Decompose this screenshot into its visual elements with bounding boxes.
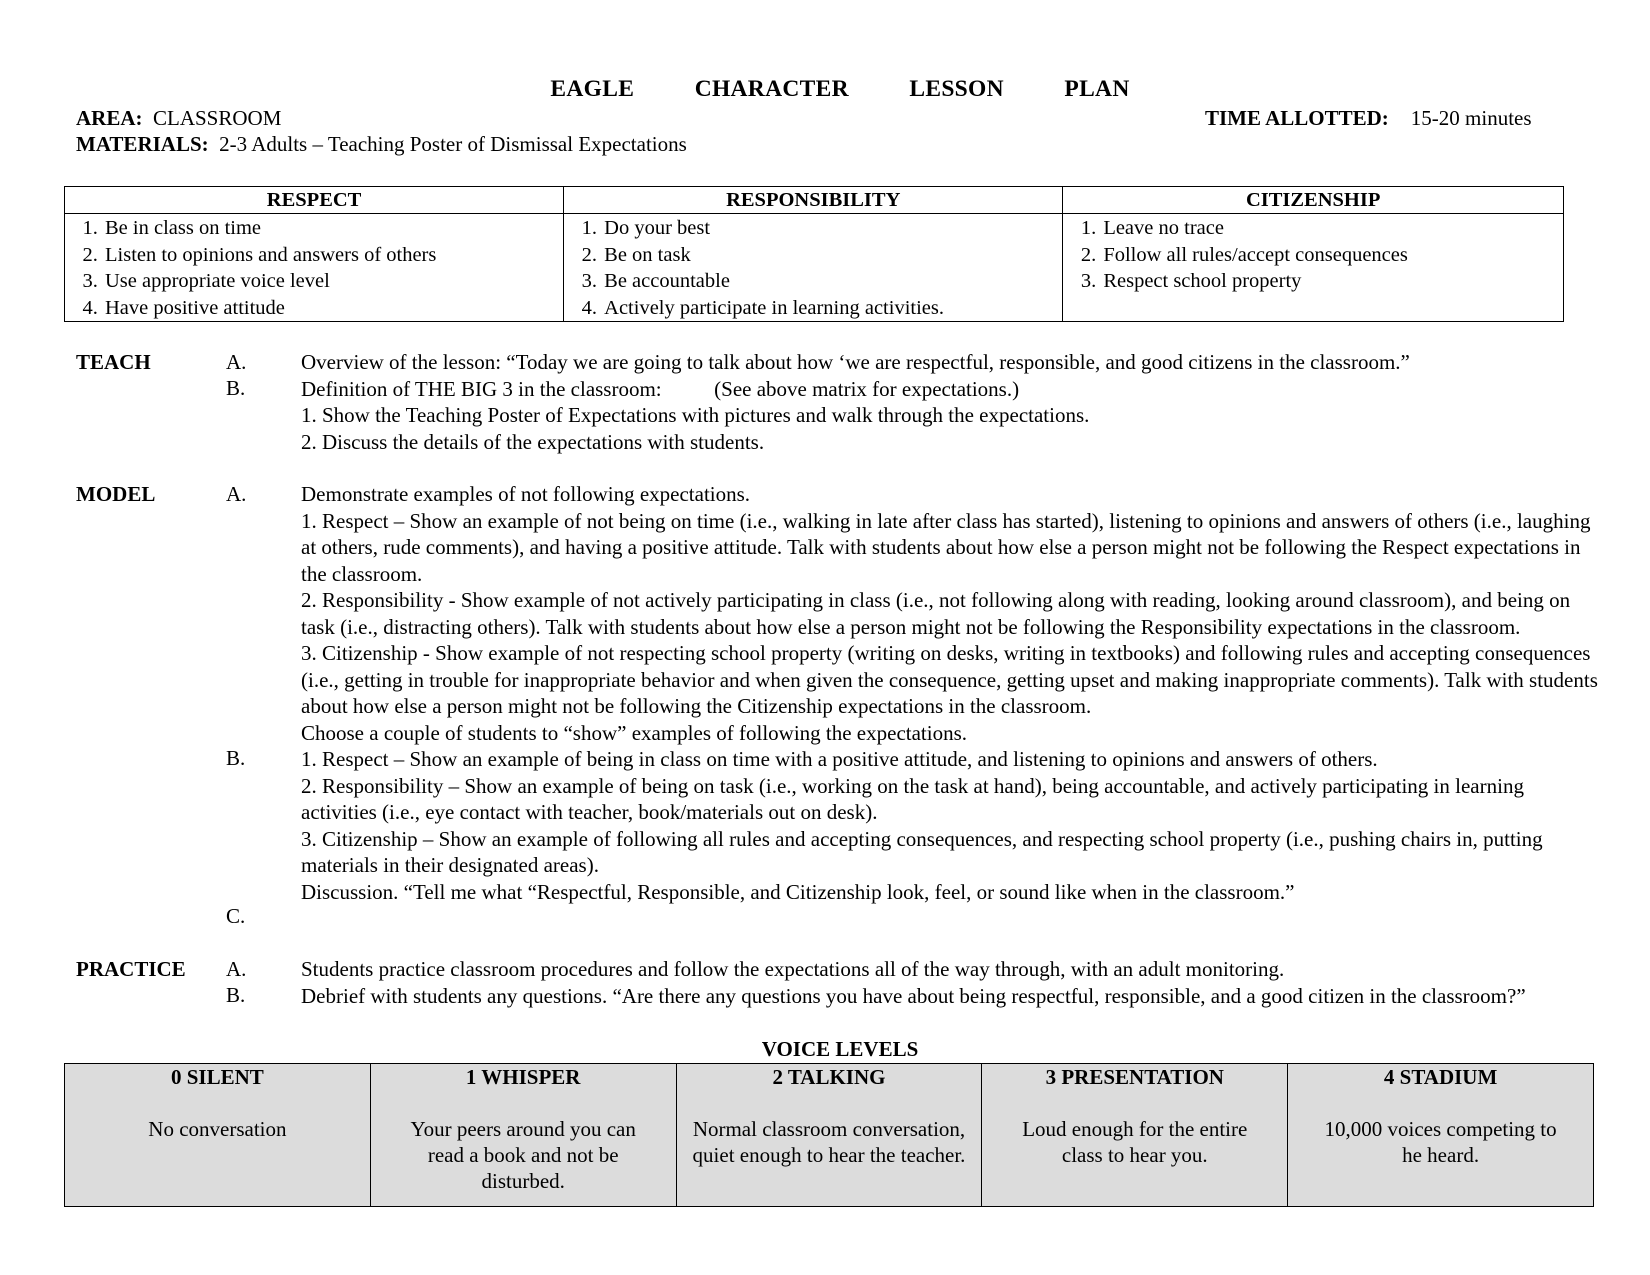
header-info: [76, 105, 687, 157]
header-responsibility: RESPONSIBILITY: [564, 187, 1063, 214]
voice-level-cell: [65, 1064, 371, 1207]
model-c-text: Discussion. “Tell me what “Respectful, Responsible, and Citizenship look, feel, or sound like when in the classroom.”: [301, 879, 1295, 904]
voice-level-name: 1 WHISPER: [465, 1065, 581, 1089]
model-c-letter: C.: [226, 904, 246, 928]
list-item: 4. Actively participate in learning activities.: [602, 295, 1054, 322]
list-item: 4. Have positive attitude: [103, 295, 555, 322]
list-item: 2. Listen to opinions and answers of others: [103, 242, 555, 269]
list-item: 2. Follow all rules/accept consequences: [1101, 242, 1555, 269]
voice-level-cell: [676, 1064, 982, 1207]
voice-level-name: 2 TALKING: [772, 1065, 886, 1089]
teach-b-text: Definition of THE BIG 3 in the classroom: (See above matrix for expectations.): [301, 376, 1020, 401]
model-a-letter: A.: [226, 482, 247, 506]
area-value: CLASSROOM: [153, 106, 282, 130]
teach-a-text: Overview of the lesson: “Today we are going to talk about how ‘we are respectful, responsible, and good citizens in the classroom.”: [301, 350, 1410, 374]
voice-level-name: 3 PRESENTATION: [1045, 1065, 1224, 1089]
model-a1: 1. Respect – Show an example of not being on time (i.e., walking in late after class has started), listening to opinions and answers of others (i.e., laughing at others, rude comments), and having a positive attitude. Talk with students about how else a person might not be following the Respect expectations in the classroom.: [301, 508, 1591, 586]
materials-line: [76, 131, 687, 157]
header-respect: RESPECT: [65, 187, 564, 214]
voice-levels-table: [64, 1063, 1594, 1207]
voice-level-name: 0 SILENT: [171, 1065, 264, 1089]
voice-level-cell: [370, 1064, 676, 1207]
model-a-text: Demonstrate examples of not following expectations.: [301, 482, 751, 506]
model-a2: 2. Responsibility - Show example of not actively participating in class (i.e., not following along with reading, looking around classroom), and being on task (i.e., distracting others). Talk with students about how else a person might not be following the Responsibility expectations in the classroom.: [301, 588, 1571, 639]
model-b-text: Choose a couple of students to “show” examples of following the expectations.: [301, 720, 968, 745]
model-b2: 2. Responsibility – Show an example of being on task (i.e., working on the task at hand), being accountable, and actively participating in learning activities (i.e., eye contact with teacher, book/materials out on desk).: [301, 773, 1524, 824]
list-item: 2. Be on task: [602, 242, 1054, 269]
responsibility-cell: [564, 214, 1063, 322]
model-b3: 3. Citizenship – Show an example of following all rules and accepting consequences, and respecting school property (i.e., pushing chairs in, putting materials in their designated areas).: [301, 826, 1543, 877]
page-title: EAGLE CHARACTER LESSON PLAN: [550, 76, 1130, 102]
teach-b1: 1. Show the Teaching Poster of Expectations with pictures and walk through the expectations.: [301, 403, 1090, 427]
list-item: 1. Do your best: [602, 215, 1054, 242]
teach-label: TEACH: [76, 350, 151, 374]
model-section: [301, 481, 1601, 905]
materials-value: 2-3 Adults – Teaching Poster of Dismissal Expectations: [219, 132, 687, 156]
materials-label: MATERIALS:: [76, 132, 209, 156]
voice-level-desc: Normal classroom conversation, quiet enough to hear the teacher.: [692, 1117, 966, 1167]
time-label: TIME ALLOTTED:: [1205, 106, 1389, 130]
voice-level-cell: [982, 1064, 1288, 1207]
practice-a-letter: A.: [226, 957, 247, 981]
expectations-matrix: [64, 186, 1564, 322]
model-label: MODEL: [76, 482, 156, 506]
respect-cell: [65, 214, 564, 322]
model-b-letter: B.: [226, 746, 246, 770]
voice-levels-title: VOICE LEVELS: [761, 1037, 919, 1061]
practice-section: [301, 956, 1601, 1009]
area-label: AREA:: [76, 106, 143, 130]
citizenship-cell: [1063, 214, 1564, 322]
model-b1: 1. Respect – Show an example of being in class on time with a positive attitude, and listening to opinions and answers of others.: [301, 747, 1378, 771]
practice-b-letter: B.: [226, 983, 246, 1007]
practice-label: PRACTICE: [76, 957, 186, 981]
voice-level-cell: [1288, 1064, 1594, 1207]
voice-level-desc: Your peers around you can read a book and not be disturbed.: [410, 1117, 636, 1193]
list-item: 3. Use appropriate voice level: [103, 268, 555, 295]
practice-a-text: Students practice classroom procedures and follow the expectations all of the way through, with an adult monitoring.: [301, 957, 1285, 981]
model-a3: 3. Citizenship - Show example of not respecting school property (writing on desks, writing in textbooks) and following rules and accepting consequences (i.e., getting in trouble for inappropriate behavior and when given the consequence, getting upset and making inappropriate comments). Talk with students about how else a person might not be following the Citizenship expectations in the classroom.: [301, 641, 1598, 718]
voice-level-name: 4 STADIUM: [1383, 1065, 1498, 1089]
time-value: 15-20 minutes: [1410, 106, 1532, 130]
list-item: 1. Be in class on time: [103, 215, 555, 242]
time-allotted: [1205, 105, 1532, 131]
list-item: 3. Be accountable: [602, 268, 1054, 295]
voice-level-desc: Loud enough for the entire class to hear you.: [1022, 1117, 1248, 1167]
teach-a-letter: A.: [226, 350, 247, 374]
practice-b-text: Debrief with students any questions. “Are there any questions you have about being respectful, responsible, and a good citizen in the classroom?”: [301, 983, 1526, 1008]
voice-level-desc: 10,000 voices competing to he heard.: [1324, 1117, 1557, 1167]
teach-section: [301, 349, 1601, 455]
voice-level-desc: No conversation: [148, 1117, 287, 1141]
teach-b-letter: B.: [226, 376, 246, 400]
list-item: 3. Respect school property: [1101, 268, 1555, 295]
area-line: [76, 105, 687, 131]
list-item: 1. Leave no trace: [1101, 215, 1555, 242]
header-citizenship: CITIZENSHIP: [1063, 187, 1564, 214]
teach-b2: 2. Discuss the details of the expectations with students.: [301, 429, 765, 454]
